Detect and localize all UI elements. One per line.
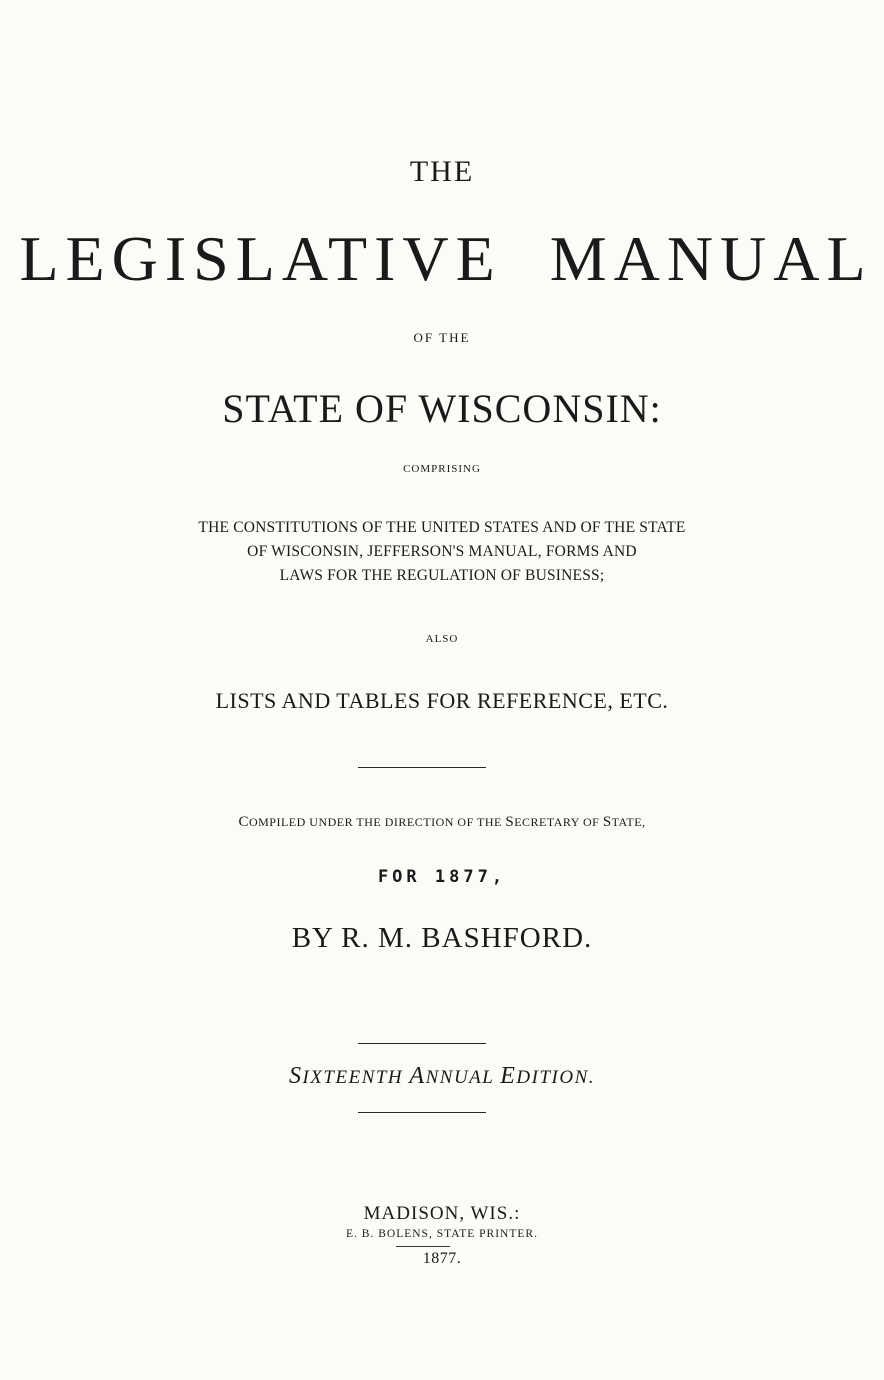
compiled-cap-s2: S	[602, 814, 612, 830]
year-line: FOR 1877,	[377, 867, 507, 887]
compiled-cap-s1: S	[505, 814, 515, 830]
imprint-rule	[396, 1246, 450, 1247]
title-the: THE	[409, 155, 475, 188]
compiled-text-2: ECRETARY OF	[514, 815, 603, 829]
state-title: STATE OF WISCONSIN:	[222, 386, 662, 431]
edition-text-3: DITION.	[516, 1067, 596, 1088]
edition-cap-e: E	[500, 1063, 517, 1089]
contents-description	[0, 516, 884, 588]
compiled-text-3: TATE,	[611, 815, 646, 829]
description-line-3: LAWS FOR THE REGULATION OF BUSINESS;	[279, 567, 605, 584]
imprint-place: MADISON, WIS.:	[363, 1203, 521, 1224]
comprising-label: COMPRISING	[403, 463, 481, 475]
description-line-2: OF WISCONSIN, JEFFERSON'S MANUAL, FORMS AND	[247, 543, 637, 560]
also-label: ALSO	[425, 633, 459, 645]
compiled-cap-c: C	[238, 814, 249, 830]
title-word-legislative: LEGISLATIVE	[19, 223, 502, 294]
compiled-line	[0, 814, 884, 831]
compiled-text-1: OMPILED UNDER THE DIRECTION OF THE	[248, 815, 506, 829]
divider-rule	[358, 1112, 486, 1113]
edition-text-2: NNUAL	[425, 1067, 501, 1088]
edition-line	[0, 1063, 884, 1090]
imprint-printer: E. B. BOLENS, STATE PRINTER.	[346, 1228, 538, 1240]
main-title	[4, 222, 884, 296]
edition-text-1: IXTEENTH	[302, 1067, 410, 1088]
edition-cap-s: S	[288, 1063, 303, 1089]
author-line: BY R. M. BASHFORD.	[291, 922, 593, 954]
edition-cap-a: A	[409, 1063, 426, 1089]
imprint-year: 1877.	[422, 1250, 462, 1267]
description-line-1: THE CONSTITUTIONS OF THE UNITED STATES AND OF THE STATE	[198, 519, 686, 536]
divider-rule	[358, 1043, 486, 1044]
divider-rule	[358, 767, 486, 768]
title-word-manual: MANUAL	[549, 223, 873, 294]
lists-line: LISTS AND TABLES FOR REFERENCE, ETC.	[215, 688, 669, 713]
of-the-label: OF THE	[413, 330, 471, 345]
